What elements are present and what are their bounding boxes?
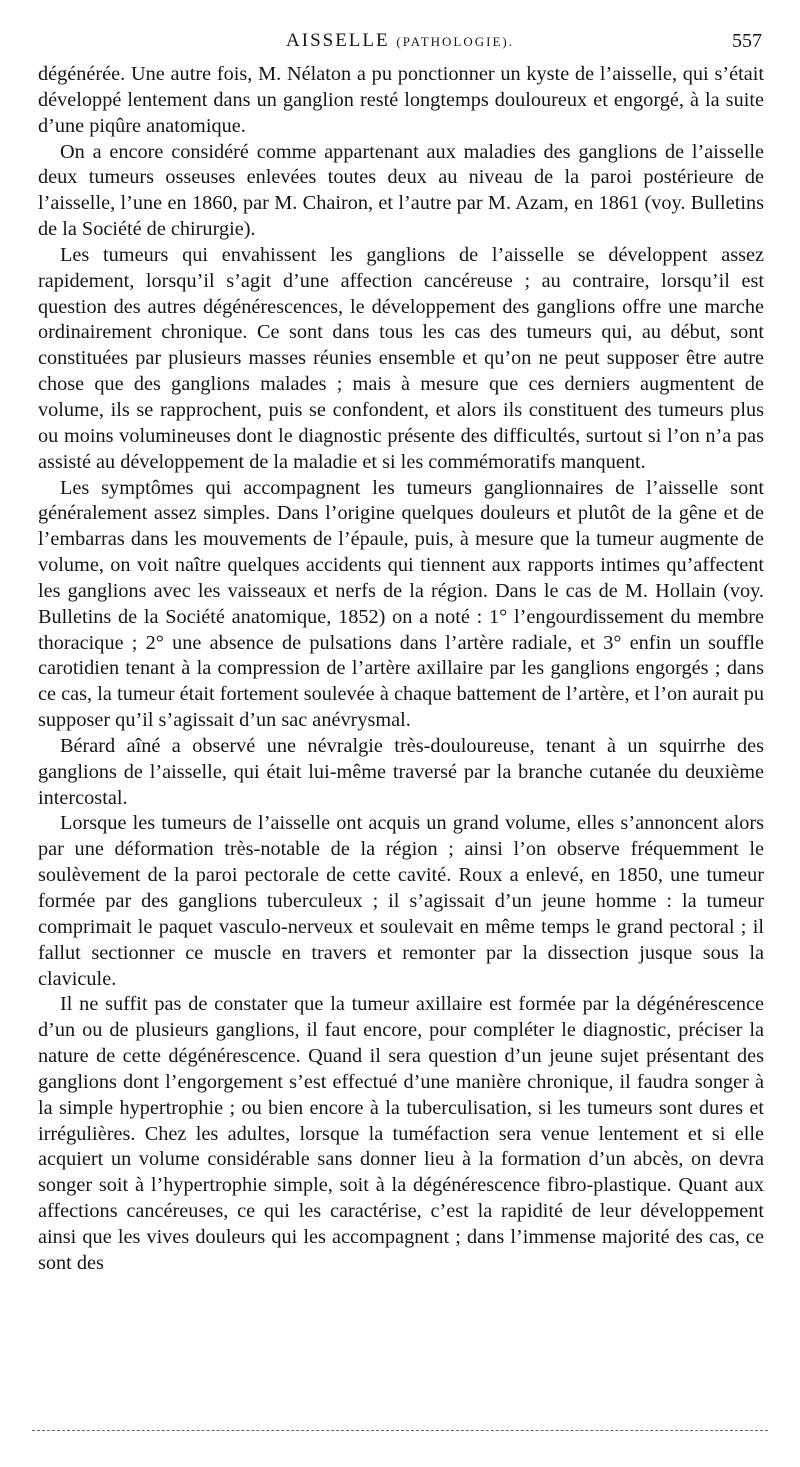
header-title [38, 30, 762, 52]
paragraph-2: On a encore considéré comme appartenant aux maladies des ganglions de l’aisselle deux tumeurs osseuses enlevées toutes deux au niveau de la paroi postérieure de l’aisselle, l’une en 1860, par M. Chairon, et l’autre par M. Azam, en 1861 (voy. Bulletins de la Société de chirurgie). [38, 140, 764, 241]
paragraph-4: Les symptômes qui accompagnent les tumeurs ganglionnaires de l’aisselle sont généralement assez simples. Dans l’origine quelques douleurs et plutôt de la gêne et de l’embarras dans les mouvements de l’épaule, puis, à mesure que la tumeur augmente de volume, on voit naître quelques accidents qui tiennent aux rapports intimes qu’affectent les ganglions avec les vaisseaux et nerfs de la région. Dans le cas de M. Hollain (voy. Bulletins de la Société anatomique, 1852) on a noté : 1° l’engourdissement du membre thoracique ; 2° une absence de pulsations dans l’artère radiale, et 3° enfin un souffle carotidien tenant à la compression de l’artère axillaire par les ganglions engorgés ; dans ce cas, la tumeur était fortement soulevée à chaque battement de l’artère, et l’on aurait pu supposer qu’il s’agissait d’un sac anévrysmal. [38, 476, 764, 732]
page-number: 557 [732, 30, 762, 52]
paragraph-7: Il ne suffit pas de constater que la tumeur axillaire est formée par la dégénérescence d’un ou de plusieurs ganglions, il faut encore, pour compléter le diagnostic, préciser la nature de cette dégénérescence. Quand il sera question d’un jeune sujet présentant des ganglions dont l’engorgement s’est effectué d’une manière chronique, il faudra songer à la simple hypertrophie ; ou bien encore à la tuberculisation, si les tumeurs sont dures et irrégulières. Chez les adultes, lorsque la tuméfaction sera venue lentement et si elle acquiert un volume considérable sans donner lieu à la formation d’un abcès, on devra songer soit à l’hypertrophie simple, soit à la dégénérescence fibro-plastique. Quant aux affections cancéreuses, ce qui les caractérise, c’est la rapidité de leur développement ainsi que les vives douleurs qui les accompagnent ; dans l’immense majorité des cas, ce sont des [38, 993, 764, 1274]
paragraph-3: Les tumeurs qui envahissent les ganglions de l’aisselle se développent assez rapidement, lorsqu’il s’agit d’une affection cancéreuse ; au contraire, lorsqu’il est question des autres dégénérescences, le développement des ganglions offre une marche ordinairement chronique. Ce sont dans tous les cas des tumeurs qui, au début, sont constituées par plusieurs masses réunies ensemble et qu’on ne peut supposer être autre chose que des ganglions malades ; mais à mesure que ces derniers augmentent de volume, ils se rapprochent, puis se confondent, et alors ils constituent des tumeurs plus ou moins volumineuses dont le diagnostic présente des difficultés, surtout si l’on n’a pas assisté au développement de la maladie et si les commémoratifs manquent. [38, 243, 764, 473]
body-text [38, 62, 764, 1277]
header-subtitle: (PATHOLOGIE). [396, 34, 514, 49]
paragraph-1: dégénérée. Une autre fois, M. Nélaton a pu ponctionner un kyste de l’aisselle, qui s’était développé lentement dans un ganglion resté longtemps douloureux et engorgé, à la suite d’une piqûre anatomique. [38, 63, 764, 137]
footer-dashed-rule [32, 1430, 768, 1431]
running-header [38, 30, 762, 56]
header-title-text: AISSELLE [286, 30, 390, 51]
paragraph-5: Bérard aîné a observé une névralgie très-douloureuse, tenant à un squirrhe des ganglions de l’aisselle, qui était lui-même traversé par la branche cutanée du deuxième intercostal. [38, 734, 764, 809]
paragraph-6: Lorsque les tumeurs de l’aisselle ont acquis un grand volume, elles s’annoncent alors par une déformation très-notable de la région ; ainsi l’on observe fréquemment le soulèvement de la paroi pectorale de cette cavité. Roux a enlevé, en 1850, une tumeur formée par des ganglions tuberculeux ; il s’agissait d’un jeune homme : la tumeur comprimait le paquet vasculo-nerveux et soulevait en même temps le grand pectoral ; il fallut sectionner ce muscle en travers et remonter par la dissection jusque sous la clavicule. [38, 812, 764, 990]
